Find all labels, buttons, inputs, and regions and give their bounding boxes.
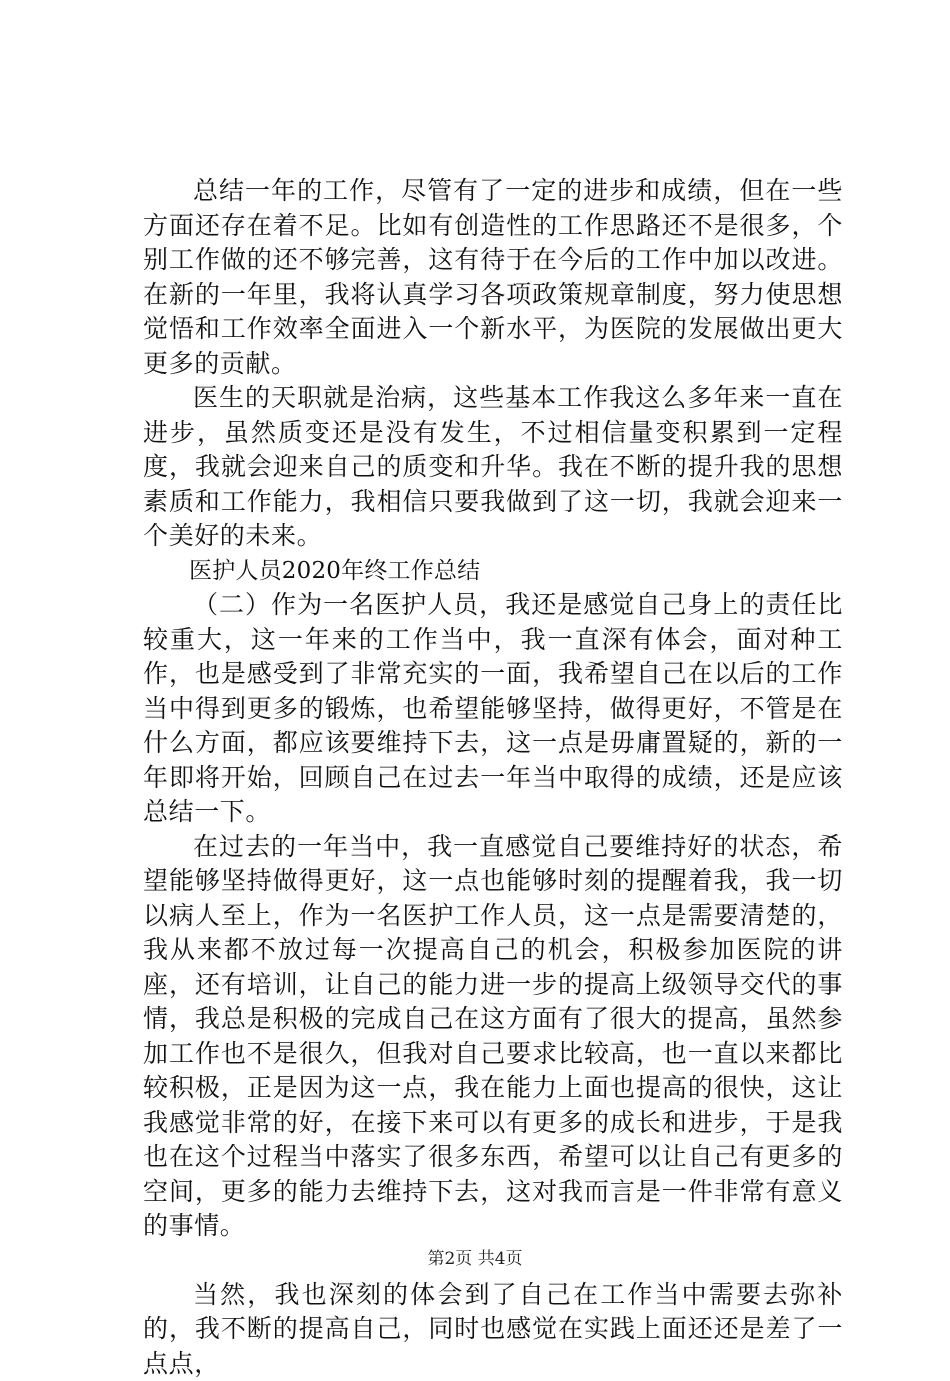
paragraph-summary: 总结一年的工作，尽管有了一定的进步和成绩，但在一些方面还存在着不足。比如有创造性的工作思路还不是很多，个别工作做的还不够完善，这有待于在今后的工作中加以改进。在新的一年里，我将认真学习各项政策规章制度，努力使思想觉悟和工作效率全面进入一个新水平，为医院的发展做出更大更多的贡献。: [143, 174, 843, 381]
paragraph-improvement: 当然，我也深刻的体会到了自己在工作当中需要去弥补的，我不断的提高自己，同时也感觉在实践上面还还是差了一点点，: [143, 1278, 843, 1381]
paragraph-responsibility: （二）作为一名医护人员，我还是感觉自己身上的责任比较重大，这一年来的工作当中，我一直深有体会，面对种工作，也是感受到了非常充实的一面，我希望自己在以后的工作当中得到更多的锻炼，也希望能够坚持，做得更好，不管是在什么方面，都应该要维持下去，这一点是毋庸置疑的，新的一年即将开始，回顾自己在过去一年当中取得的成绩，还是应该总结一下。: [143, 588, 843, 830]
document-body: [143, 174, 843, 1381]
page-number-footer: 第2页 共4页: [0, 1244, 950, 1269]
paragraph-doctor-duty: 医生的天职就是治病，这些基本工作我这么多年来一直在进步，虽然质变还是没有发生，不过相信量变积累到一定程度，我就会迎来自己的质变和升华。我在不断的提升我的思想素质和工作能力，我相信只要我做到了这一切，我就会迎来一个美好的未来。: [143, 381, 843, 554]
paragraph-past-year: 在过去的一年当中，我一直感觉自己要维持好的状态，希望能够坚持做得更好，这一点也能够时刻的提醒着我，我一切以病人至上，作为一名医护工作人员，这一点是需要清楚的，我从来都不放过每一次提高自己的机会，积极参加医院的讲座，还有培训，让自己的能力进一步的提高上级领导交代的事情，我总是积极的完成自己在这方面有了很大的提高，虽然参加工作也不是很久，但我对自己要求比较高，也一直以来都比较积极，正是因为这一点，我在能力上面也提高的很快，这让我感觉非常的好，在接下来可以有更多的成长和进步，于是我也在这个过程当中落实了很多东西，希望可以让自己有更多的空间，更多的能力去维持下去，这对我而言是一件非常有意义的事情。: [143, 830, 843, 1244]
section-heading: 医护人员2020年终工作总结: [143, 554, 843, 589]
